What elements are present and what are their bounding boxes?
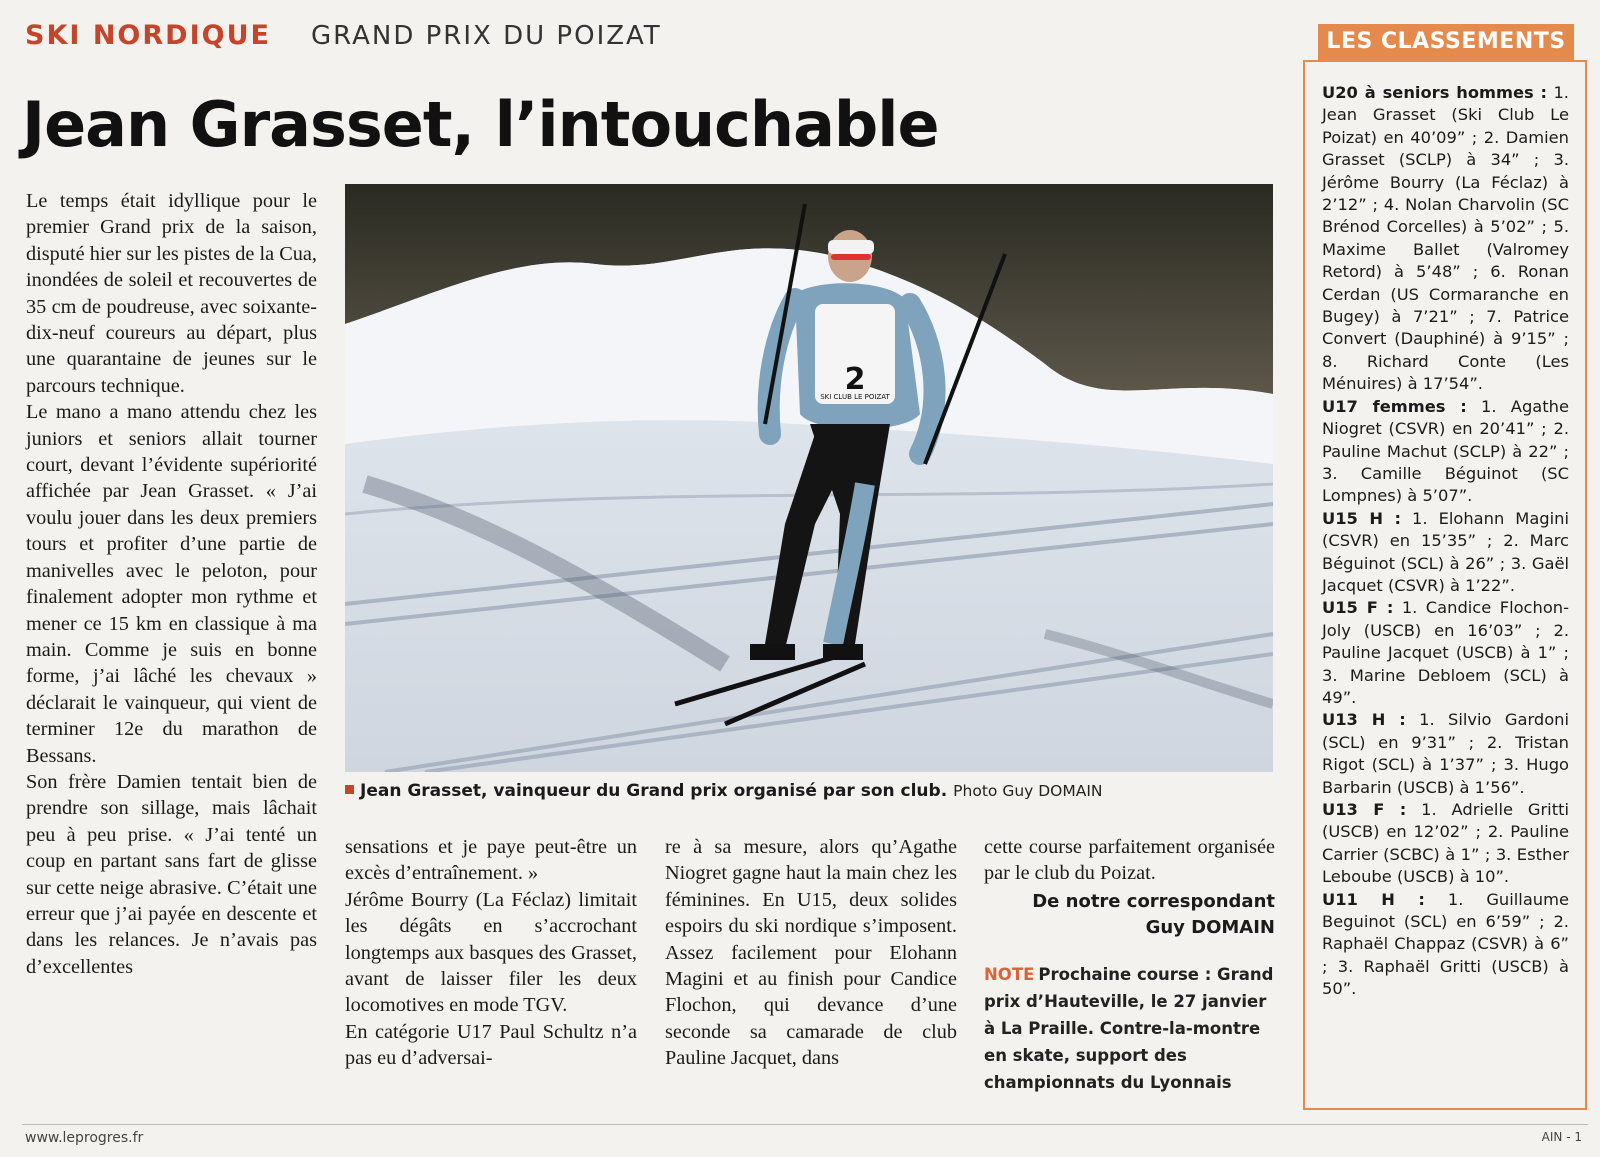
results-category: U13 H : bbox=[1322, 710, 1406, 730]
caption-text: Jean Grasset, vainqueur du Grand prix organisé par son club. bbox=[360, 781, 948, 801]
article-column-4 bbox=[984, 834, 1275, 1096]
paragraph: Le mano a mano attendu chez les juniors et seniors allait tourner court, devant l’évidente supériorité affichée par Jean Grasset. « J’ai voulu jouer dans les deux premiers tours et profiter d’une partie de manivelles avec le peloton, pour finalement adopter mon rythme et mener ce 15 km en classique à ma main. Comme je suis en bonne forme, j’ai lâché les chevaux » déclarait le vainqueur, qui vient de terminer 12e du marathon de Bessans. bbox=[26, 401, 317, 767]
byline bbox=[984, 889, 1275, 941]
byline-role: De notre correspondant bbox=[1032, 890, 1275, 912]
paragraph: En catégorie U17 Paul Schultz n’a pas eu d’adversai- bbox=[345, 1020, 637, 1070]
paragraph: Le temps était idyllique pour le premier Grand prix de la saison, disputé hier sur les pistes de la Cua, inondées de soleil et recouvertes de 35 cm de poudreuse, avec soixante-dix-neuf coureurs au départ, plus une quarantaine de jeunes sur le parcours technique. bbox=[26, 190, 317, 397]
article-column-2 bbox=[345, 834, 637, 1072]
paragraph: sensations et je paye peut-être un excès d’entraînement. » bbox=[345, 836, 637, 885]
event-kicker: GRAND PRIX DU POIZAT bbox=[310, 21, 662, 51]
results-text: 1. Jean Grasset (Ski Club Le Poizat) en 40’09” ; 2. Damien Grasset (SCLP) à 34” ; 3. Jérôme Bourry (La Féclaz) à 2’12” ; 4. Nolan Charvolin (SC Brénod Corcelles) à 5’02” ; 5. Maxime Ballet (Valromey Retord) à 5’48” ; 6. Ronan Cerdan (US Cormaranche en Bugey) à 7’21” ; 7. Patrice Convert (Dauphiné) à 9’15” ; 8. Richard Conte (Les Ménuires) à 17’54”. bbox=[1322, 83, 1569, 394]
results-text: 1. Adrielle Gritti (USCB) en 12’02” ; 2. Pauline Carrier (SCBC) à 1” ; 3. Esther Leboube (USCB) à 10”. bbox=[1322, 800, 1569, 887]
results-category: U15 H : bbox=[1322, 508, 1402, 528]
results-text: 1. Silvio Gardoni (SCL) en 9’31” ; 2. Tristan Rigot (SCL) à 1’37” ; 3. Hugo Barbarin (USCB) à 1’56”. bbox=[1322, 710, 1570, 797]
results-entry bbox=[1322, 889, 1569, 1001]
photo-credit: Photo Guy DOMAIN bbox=[953, 782, 1103, 800]
results-entry bbox=[1322, 508, 1569, 598]
bib-number: 2 bbox=[844, 362, 866, 397]
results-category: U20 à seniors hommes : bbox=[1322, 83, 1548, 102]
results-entry bbox=[1322, 396, 1569, 508]
caption-bullet bbox=[345, 785, 354, 794]
byline-author: Guy DOMAIN bbox=[1145, 916, 1275, 938]
results-category: U17 femmes : bbox=[1322, 396, 1467, 416]
results-text: 1. Candice Flochon-Joly (USCB) en 16’03” ; 2. Pauline Jacquet (USCB) à 1” ; 3. Marine Debloem (SCL) à 49”. bbox=[1322, 598, 1569, 707]
page-folio: AIN - 1 bbox=[1541, 1130, 1582, 1144]
results-entry bbox=[1322, 82, 1569, 396]
results-entry bbox=[1322, 597, 1569, 709]
note-box bbox=[984, 961, 1275, 1096]
article-headline: Jean Grasset, l’intouchable bbox=[22, 88, 939, 161]
results-text: 1. Elohann Magini (CSVR) en 15’35” ; 2. Marc Béguinot (SCL) à 26” ; 3. Gaël Jacquet (CSVR) à 1’22”. bbox=[1322, 508, 1569, 595]
article-column-1 bbox=[26, 188, 317, 980]
article-column-3 bbox=[665, 834, 957, 1072]
paragraph: Jérôme Bourry (La Féclaz) limitait les dégâts en s’accrochant longtemps aux basques des Grasset, avant de laisser filer les deux locomotives en mode TGV. bbox=[345, 888, 637, 1017]
results-entry bbox=[1322, 709, 1569, 799]
paragraph: Son frère Damien tentait bien de prendre son sillage, mais lâchait peu à peu prise. « J’ai tenté un coup en partant sans fart de glisse sur cette neige abrasive. C’était une erreur que j’ai payée en descente et dans les relances. Je n’avais pas d’excellentes bbox=[26, 770, 317, 978]
results-title: LES CLASSEMENTS bbox=[1318, 24, 1574, 60]
paragraph: re à sa mesure, alors qu’Agathe Niogret gagne haut la main chez les féminines. En U15, deux solides espoirs du ski nordique s’imposent. Assez facilement pour Elohann Magini et au finish pour Candice Flochon, qui devance d’une seconde sa camarade de club Pauline Jacquet, dans bbox=[665, 836, 957, 1070]
results-panel bbox=[1303, 60, 1587, 1110]
results-category: U15 F : bbox=[1322, 598, 1394, 618]
footer-divider bbox=[22, 1124, 1588, 1125]
article-photo bbox=[345, 184, 1273, 772]
bib-club: SKI CLUB LE POIZAT bbox=[820, 393, 890, 401]
results-category: U13 F : bbox=[1322, 800, 1407, 819]
website-link[interactable]: www.leprogres.fr bbox=[25, 1130, 144, 1146]
section-kicker: SKI NORDIQUE bbox=[25, 20, 271, 51]
note-text: Prochaine course : Grand prix d’Hauteville, le 27 janvier à La Praille. Contre-la-montre en skate, support des championnats du Lyonnais bbox=[984, 964, 1274, 1092]
results-text: 1. Guillaume Beguinot (SCL) en 6’59” ; 2. Raphaël Chappaz (CSVR) à 6” ; 3. Raphaël Gritti (USCB) à 50”. bbox=[1322, 889, 1569, 999]
results-text: 1. Agathe Niogret (CSVR) en 20’41” ; 2. Pauline Machut (SCLP) à 22” ; 3. Camille Béguinot (SC Lompnes) à 5’07”. bbox=[1322, 396, 1569, 506]
skier-photo-illustration bbox=[345, 184, 1273, 772]
results-category: U11 H : bbox=[1322, 889, 1425, 909]
note-label: NOTE bbox=[984, 964, 1035, 984]
section-header bbox=[25, 20, 662, 60]
paragraph: cette course parfaitement organisée par le club du Poizat. bbox=[984, 836, 1275, 885]
photo-caption bbox=[345, 781, 1285, 801]
results-entry bbox=[1322, 799, 1569, 889]
